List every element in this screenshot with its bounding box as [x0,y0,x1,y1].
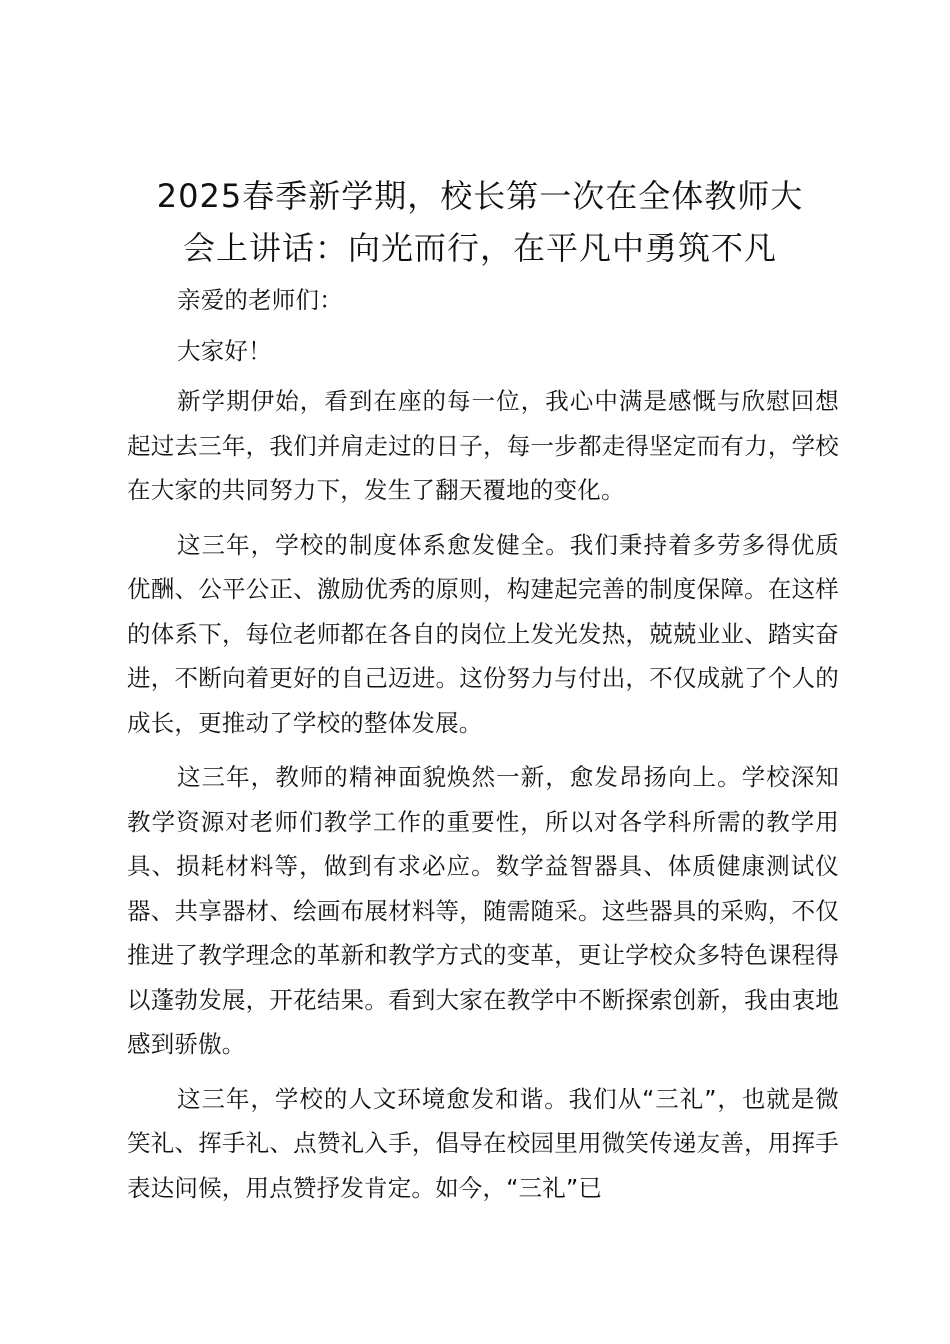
greeting: 大家好！ [177,336,272,365]
document-title [120,170,840,274]
document-body [127,278,839,1220]
salutation: 亲爱的老师们： [177,286,343,314]
title-line-2: 会上讲话：向光而行，在平凡中勇筑不凡 [182,229,777,267]
paragraph-intro: 新学期伊始，看到在座的每一位，我心中满是感慨与欣慰回想起过去三年，我们并肩走过的日子，每一步都走得坚定而有力，学校在大家的共同努力下，发生了翻天覆地的变化。 [127,387,839,504]
title-line-1: 2025春季新学期，校长第一次在全体教师大 [156,177,804,215]
paragraph-environment: 这三年，学校的人文环境愈发和谐。我们从“三礼”，也就是微笑礼、挥手礼、点赞礼入手，倡导在校园里用微笑传递友善，用挥手表达问候，用点赞抒发肯定。如今，“三礼”已 [127,1084,839,1202]
paragraph-teachers: 这三年，教师的精神面貌焕然一新，愈发昂扬向上。学校深知教学资源对老师们教学工作的重要性，所以对各学科所需的教学用具、损耗材料等，做到有求必应。数学益智器具、体质健康测试仪器、共享器材、绘画布展材料等，随需随采。这些器具的采购，不仅推进了教学理念的革新和教学方式的变革，更让学校众多特色课程得以蓬勃发展，开花结果。看到大家在教学中不断探索创新，我由衷地感到骄傲。 [127,763,839,1058]
paragraph-system: 这三年，学校的制度体系愈发健全。我们秉持着多劳多得优质优酬、公平公正、激励优秀的原则，构建起完善的制度保障。在这样的体系下，每位老师都在各自的岗位上发光发热，兢兢业业、踏实奋进，不断向着更好的自己迈进。这份努力与付出，不仅成就了个人的成长，更推动了学校的整体发展。 [127,530,839,737]
